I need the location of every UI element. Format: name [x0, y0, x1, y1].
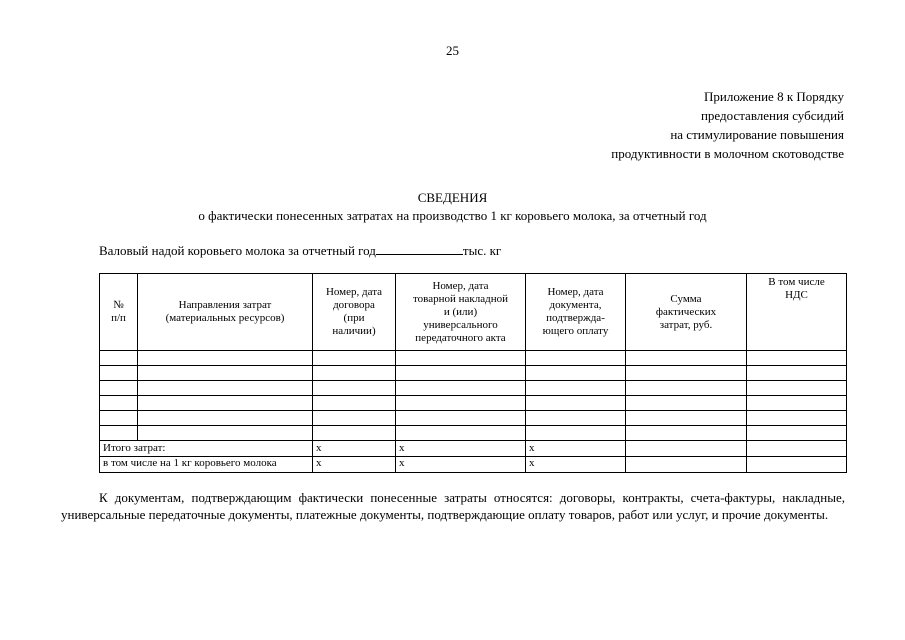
table-cell[interactable]	[100, 396, 138, 411]
header-cell: Номер, дата товарной накладной и (или) универсального передаточного акта	[396, 274, 526, 351]
header-cell: Номер, дата договора (при наличии)	[313, 274, 396, 351]
summary-row	[100, 441, 847, 457]
table-cell[interactable]: x	[526, 457, 626, 473]
table-cell[interactable]	[626, 396, 747, 411]
table-cell[interactable]	[396, 426, 526, 441]
table-row	[100, 381, 847, 396]
table-cell[interactable]	[396, 411, 526, 426]
milk-volume-blank[interactable]	[376, 242, 463, 255]
annex-line: на стимулирование повышения	[670, 127, 844, 142]
table-row	[100, 411, 847, 426]
table-cell[interactable]	[526, 351, 626, 366]
table-cell[interactable]	[626, 366, 747, 381]
header-cell: Номер, дата документа, подтвержда- ющего оплату	[526, 274, 626, 351]
annex-line: продуктивности в молочном скотоводстве	[611, 146, 844, 161]
header-cell: Сумма фактических затрат, руб.	[626, 274, 747, 351]
milk-volume-line	[99, 242, 501, 259]
table-cell[interactable]	[747, 366, 847, 381]
table-cell[interactable]	[747, 457, 847, 473]
table-cell[interactable]	[313, 426, 396, 441]
header-cell: В том числе НДС	[747, 274, 847, 351]
table-cell[interactable]	[313, 351, 396, 366]
table-cell[interactable]	[138, 381, 313, 396]
annex-line: предоставления субсидий	[700, 108, 844, 123]
table-cell[interactable]	[747, 351, 847, 366]
summary-label: в том числе на 1 кг коровьего молока	[100, 457, 313, 473]
table-cell[interactable]	[313, 366, 396, 381]
milk-volume-unit: тыс. кг	[462, 243, 502, 258]
documents-note: К документам, подтверждающим фактически понесенные затраты относятся: договоры, контракты, счета-фактуры, накладные, универсальные передаточные документы, платежные документы, подтверждающие оплату товаров, работ или услуг, и прочие документы.	[61, 490, 845, 522]
table-cell[interactable]: x	[396, 441, 526, 457]
table-cell[interactable]	[100, 411, 138, 426]
annex-reference	[611, 87, 844, 163]
table-cell[interactable]	[626, 381, 747, 396]
table-cell[interactable]	[626, 411, 747, 426]
table-cell[interactable]	[138, 426, 313, 441]
table-cell[interactable]	[138, 351, 313, 366]
table-cell[interactable]	[396, 381, 526, 396]
table-cell[interactable]	[626, 351, 747, 366]
table-cell[interactable]	[396, 351, 526, 366]
table-cell[interactable]	[138, 396, 313, 411]
table-cell[interactable]	[626, 426, 747, 441]
table-cell[interactable]	[138, 366, 313, 381]
table-cell[interactable]	[396, 396, 526, 411]
table-cell[interactable]	[100, 381, 138, 396]
table-cell[interactable]	[313, 381, 396, 396]
table-cell[interactable]	[747, 441, 847, 457]
document-title: СВЕДЕНИЯ	[417, 190, 488, 205]
table-cell[interactable]	[138, 411, 313, 426]
annex-line: Приложение 8 к Порядку	[704, 89, 844, 104]
table-cell[interactable]	[526, 426, 626, 441]
table-cell[interactable]	[626, 457, 747, 473]
table-row	[100, 396, 847, 411]
milk-volume-label: Валовый надой коровьего молока за отчетный год	[99, 243, 376, 258]
table-cell[interactable]	[526, 366, 626, 381]
table-cell[interactable]	[526, 396, 626, 411]
table-cell[interactable]	[747, 411, 847, 426]
table-cell[interactable]: x	[313, 457, 396, 473]
summary-label: Итого затрат:	[100, 441, 313, 457]
table-cell[interactable]	[747, 426, 847, 441]
table-cell[interactable]	[526, 411, 626, 426]
costs-table	[99, 273, 847, 473]
table-cell[interactable]	[747, 381, 847, 396]
table-row	[100, 366, 847, 381]
table-cell[interactable]	[313, 396, 396, 411]
table-cell[interactable]	[747, 396, 847, 411]
table-cell[interactable]	[100, 426, 138, 441]
table-header-row	[100, 274, 847, 351]
summary-row	[100, 457, 847, 473]
table-row	[100, 426, 847, 441]
document-subtitle: о фактически понесенных затратах на производство 1 кг коровьего молока, за отчетный год	[198, 208, 707, 223]
table-cell[interactable]	[396, 366, 526, 381]
page-number: 25	[446, 43, 459, 58]
table-body	[100, 351, 847, 473]
table-cell[interactable]: x	[526, 441, 626, 457]
table-cell[interactable]	[100, 366, 138, 381]
table-cell[interactable]	[100, 351, 138, 366]
header-cell: Направления затрат (материальных ресурсов)	[138, 274, 313, 351]
table-cell[interactable]	[313, 411, 396, 426]
table-cell[interactable]: x	[313, 441, 396, 457]
table-cell[interactable]	[526, 381, 626, 396]
header-cell: № п/п	[100, 274, 138, 351]
table-cell[interactable]: x	[396, 457, 526, 473]
table-cell[interactable]	[626, 441, 747, 457]
table-row	[100, 351, 847, 366]
